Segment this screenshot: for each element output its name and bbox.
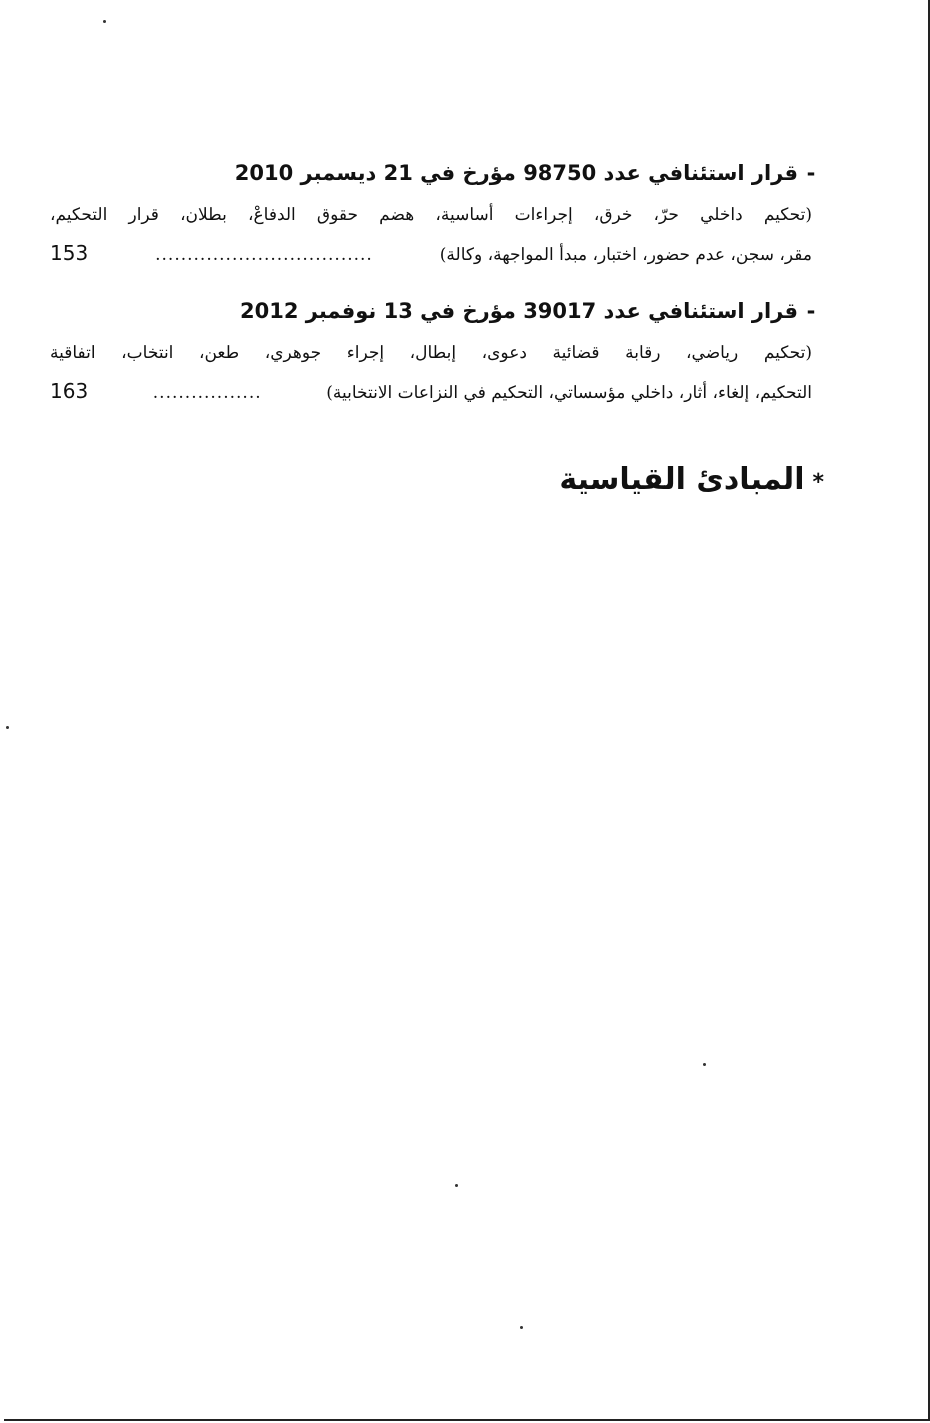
- index-content: [50, 150, 824, 507]
- index-entry: [50, 288, 816, 412]
- scan-speck: [703, 1063, 706, 1066]
- entry-dash: -: [806, 161, 816, 185]
- entry-heading-text: قرار استئنافي عدد 39017 مؤرخ في 13 نوفمبر 2012: [240, 299, 798, 323]
- index-entry: [50, 150, 816, 274]
- page-number: 153: [50, 241, 89, 265]
- keywords-last-line: التحكيم، إلغاء، أثار، داخلي مؤسساتي، التحكيم في النزاعات الانتخابية): [326, 383, 812, 403]
- section-bullet: *: [812, 470, 824, 495]
- keywords-line: (تحكيم داخلي حرّ، خرق، إجراءات أساسية، هضم حقوق الدفاعْ، بطلان، قرار التحكيم،: [50, 205, 812, 225]
- scan-speck: [455, 1184, 458, 1187]
- keywords-line: (تحكيم رياضي، رقابة قضائية دعوى، إبطال، إجراء جوهري، طعن، انتخاب، اتفاقية: [50, 343, 812, 363]
- section-title: [50, 456, 824, 507]
- entry-keywords: [50, 196, 812, 234]
- scan-speck: [103, 20, 106, 23]
- entry-index-line: [50, 234, 812, 274]
- entry-index-line: [50, 372, 812, 412]
- entry-dash: -: [806, 299, 816, 323]
- keywords-last-line: مقر، سجن، عدم حضور، اختبار، مبدأ المواجهة، وكالة): [439, 245, 812, 265]
- page-number: 163: [50, 379, 89, 403]
- entry-heading: [50, 150, 824, 196]
- scan-speck: [520, 1326, 523, 1329]
- entry-keywords: [50, 334, 812, 372]
- entry-heading-text: قرار استئنافي عدد 98750 مؤرخ في 21 ديسمبر 2010: [234, 161, 798, 185]
- scan-speck: [6, 726, 9, 729]
- section-title-text: المبادئ القياسية: [559, 462, 805, 497]
- dot-leader: .................: [152, 383, 262, 403]
- dot-leader: ..................................: [155, 245, 373, 265]
- entry-heading: [50, 288, 824, 334]
